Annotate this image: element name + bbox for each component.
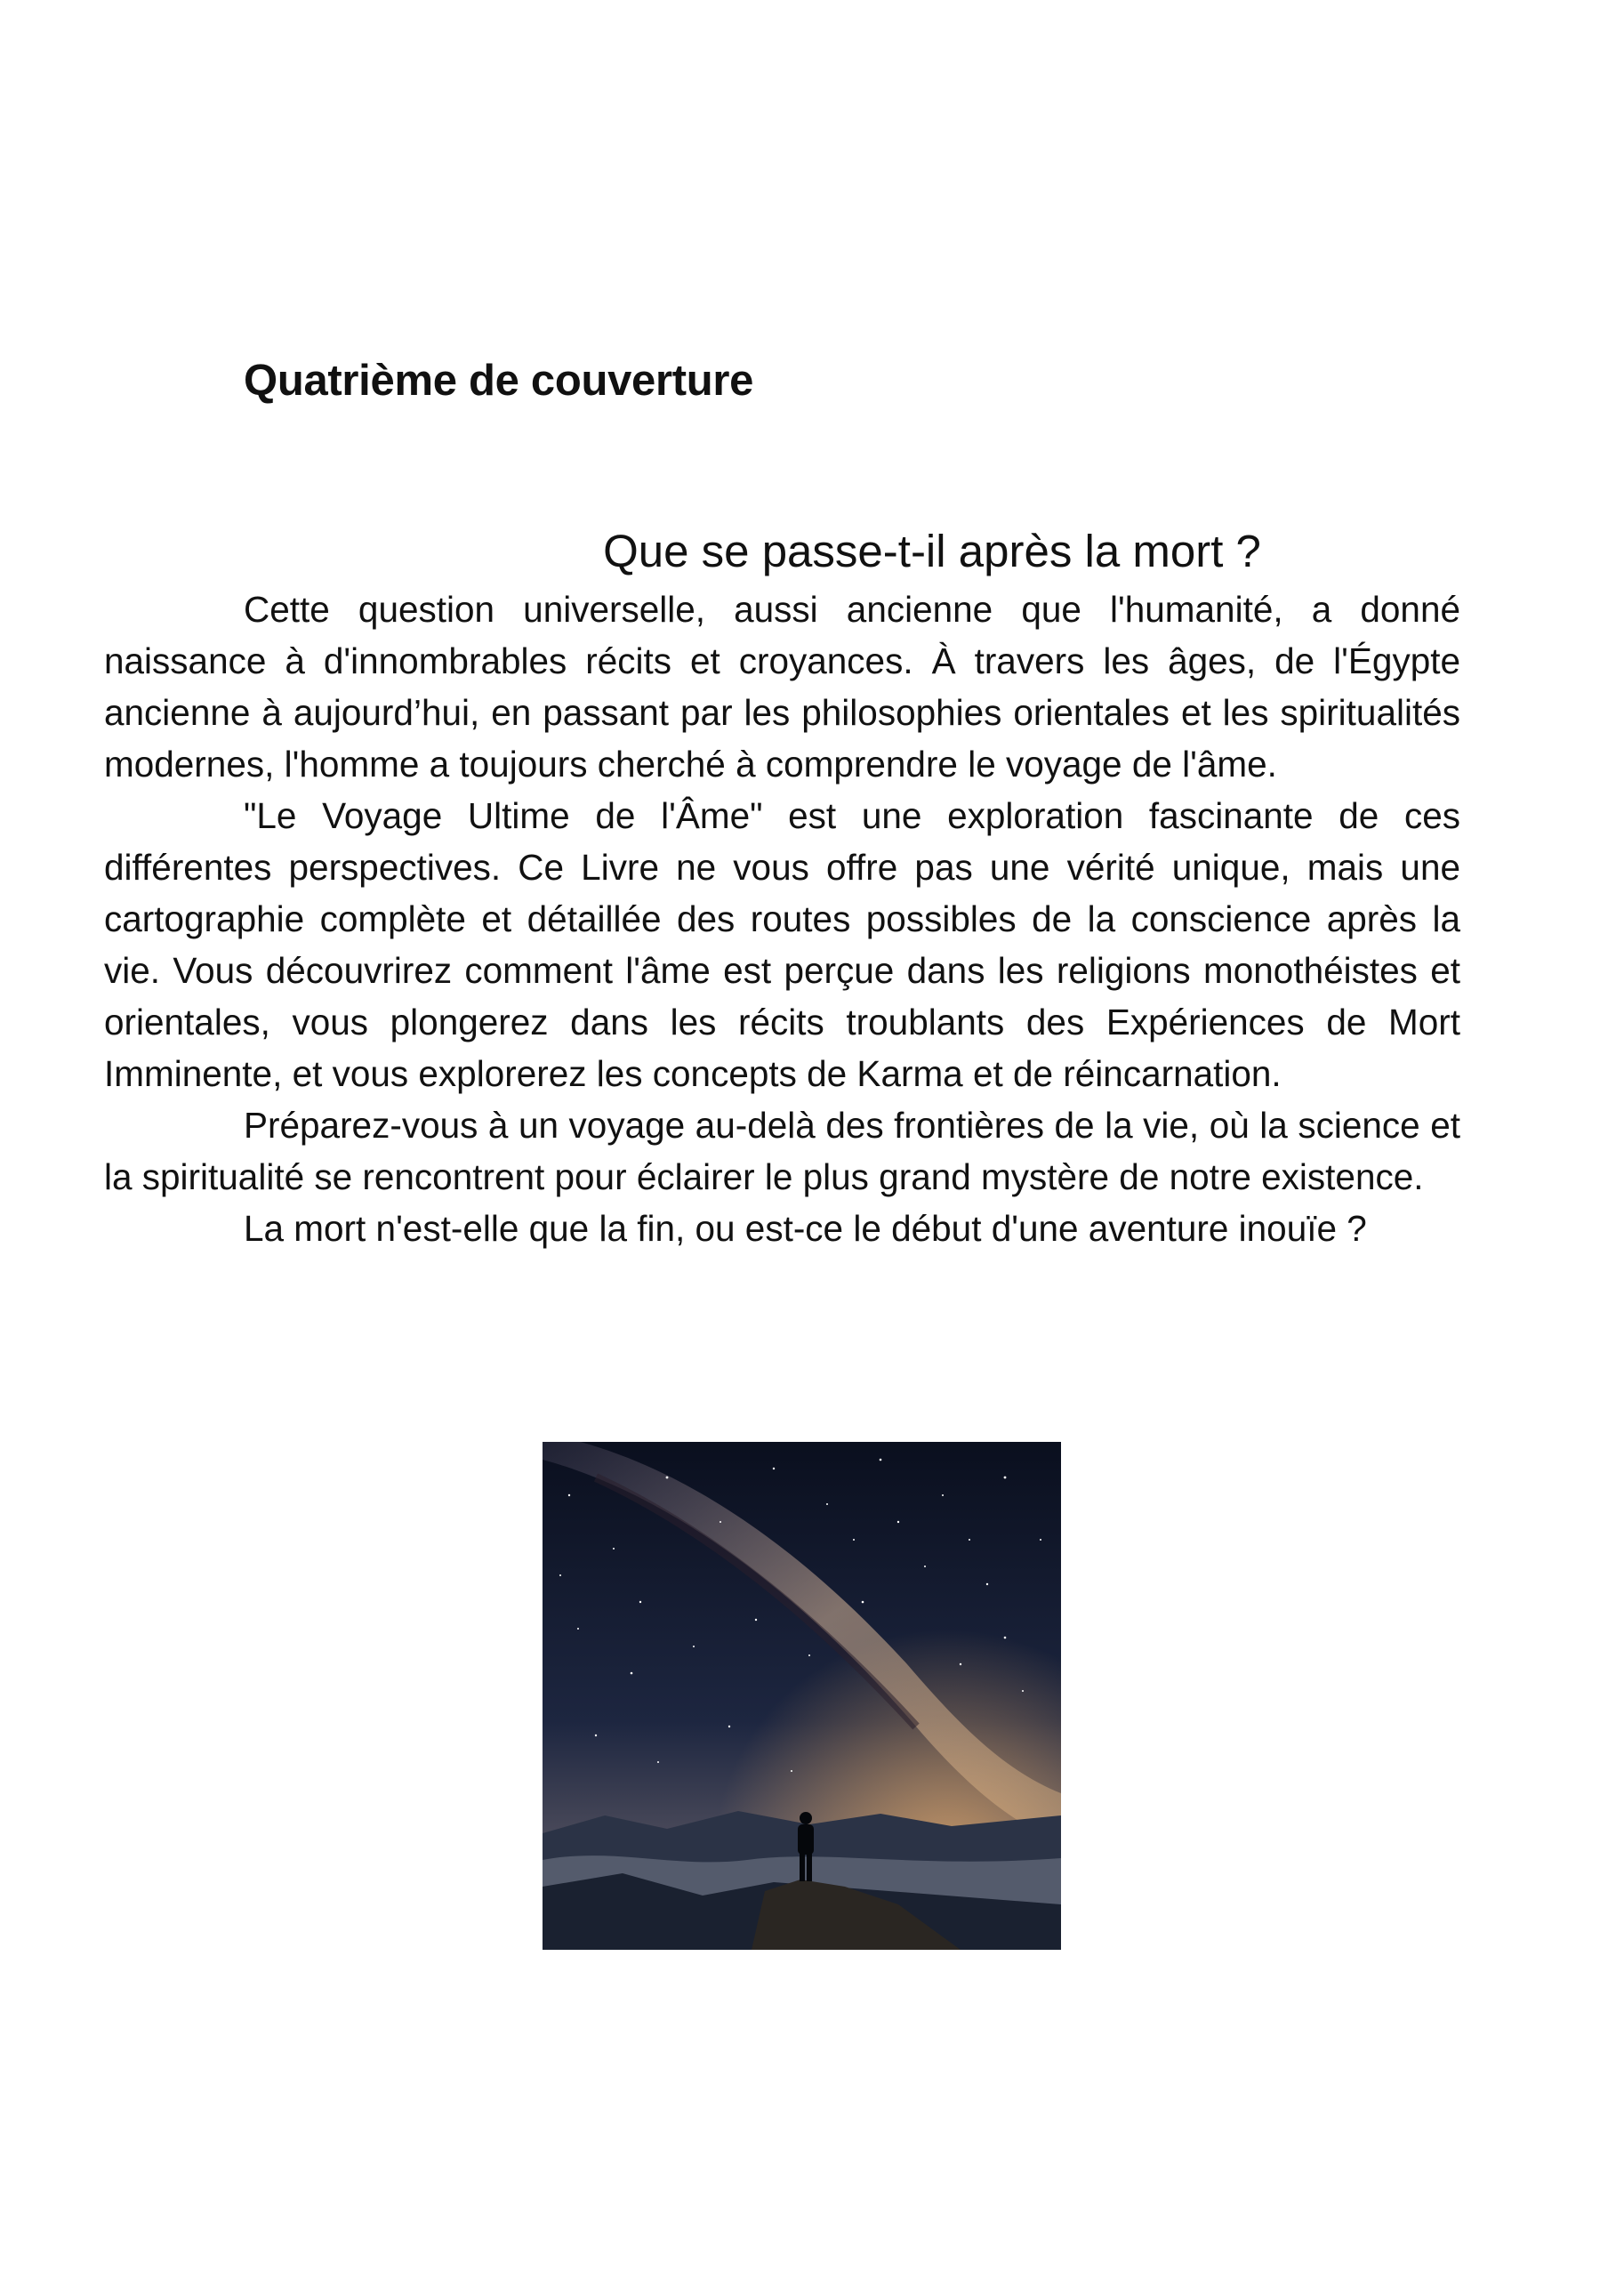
milky-way-illustration xyxy=(543,1442,1061,1950)
paragraph-book-description: "Le Voyage Ultime de l'Âme" est une exploration fascinante de ces différentes perspectives. Ce Livre ne vous offre pas une vérité unique, mais une cartographie complète et détaillée des routes possibles de la conscience après la vie. Vous découvrirez comment l'âme est perçue dans les religions monothéistes et orientales, vous plongerez dans les récits troublants des Expériences de Mort Imminente, et vous explorerez les concepts de Karma et de réincarnation. xyxy=(104,795,1460,1094)
book-question-title: Que se passe-t-il après la mort ? xyxy=(603,526,1261,576)
paragraph-closing-question: La mort n'est-elle que la fin, ou est-ce le début d'une aventure inouïe ? xyxy=(244,1208,1367,1249)
page-heading: Quatrième de couverture xyxy=(244,357,754,405)
paragraph-intro: Cette question universelle, aussi ancienne que l'humanité, a donné naissance à d'innombrables récits et croyances. À travers les âges, de l'Égypte ancienne à aujourd’hui, en passant par les philosophies orientales et les spiritualités modernes, l'homme a toujours cherché à comprendre le voyage de l'âme. xyxy=(104,589,1460,785)
back-cover-text xyxy=(104,584,1460,1254)
paragraph-invitation: Préparez-vous à un voyage au-delà des frontières de la vie, où la science et la spiritualité se rencontrent pour éclairer le plus grand mystère de notre existence. xyxy=(104,1105,1460,1197)
